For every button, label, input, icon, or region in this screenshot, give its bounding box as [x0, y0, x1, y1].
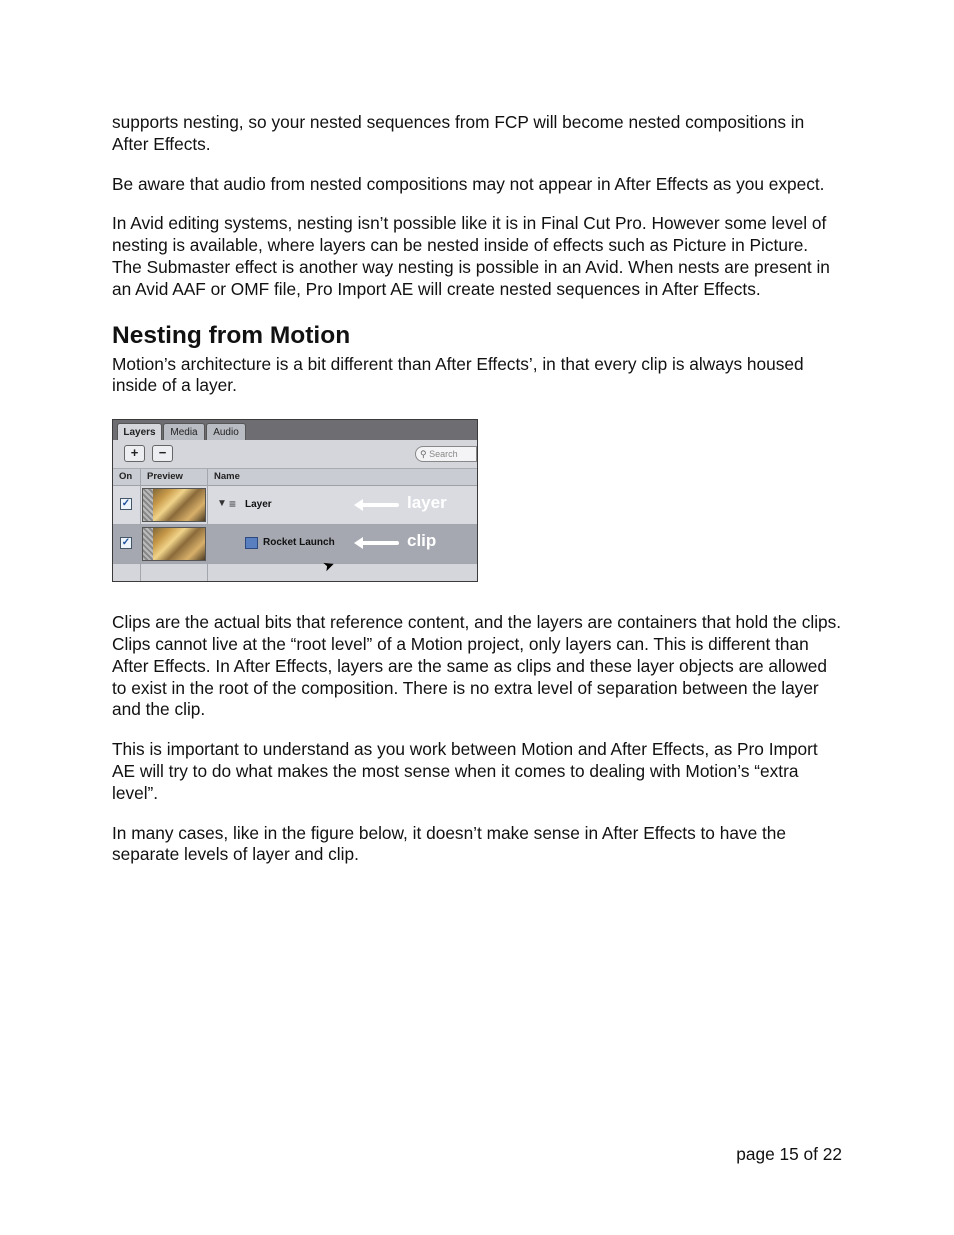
paragraph: Clips are the actual bits that reference content, and the layers are containers that hold the clips. Clips cannot live at the “root level” of a Motion project, only layers can. This is different than After Effects. In After Effects, layers are the same as clips and these layer objects are allowed to exist in the root of the composition. There is no extra level of separation between the layer and the clip. — [112, 612, 842, 720]
column-divider — [140, 469, 141, 581]
remove-button: − — [152, 445, 173, 462]
paragraph: supports nesting, so your nested sequences from FCP will become nested compositions in After Effects. — [112, 112, 805, 154]
paragraph: Motion’s architecture is a bit different than After Effects’, in that every clip is always housed inside of a layer. — [112, 353, 804, 396]
disclosure-triangle-icon: ▼ — [217, 498, 227, 510]
search-placeholder: Search — [429, 449, 458, 460]
checkbox-checked-icon: ✓ — [121, 537, 131, 549]
motion-layers-panel-figure — [112, 419, 478, 582]
tab-bar — [113, 420, 477, 440]
add-button: + — [124, 445, 145, 462]
column-header — [113, 469, 477, 486]
section-heading: Nesting from Motion — [112, 321, 351, 349]
document-body — [112, 112, 842, 884]
tab-audio: Audio — [206, 423, 246, 440]
clip-icon — [245, 537, 258, 549]
clip-name: Rocket Launch — [263, 537, 335, 549]
column-on: On — [119, 471, 133, 483]
clip-row — [113, 525, 477, 564]
paragraph: This is important to understand as you work between Motion and After Effects, as Pro Import AE will try to do what makes the most sense when it comes to dealing with Motion’s “extra level”. — [112, 739, 818, 803]
layer-stack-icon: ≡ — [229, 497, 237, 512]
column-name: Name — [214, 471, 240, 483]
search-icon: ⚲ — [420, 449, 427, 460]
tab-layers: Layers — [117, 423, 162, 440]
paragraph: In many cases, like in the figure below, it doesn’t make sense in After Effects to have the separate levels of layer and clip. — [112, 822, 787, 865]
callout-layer: layer — [407, 493, 447, 513]
paragraph: In Avid editing systems, nesting isn’t possible like it is in Final Cut Pro. However some level of nesting is available, where layers can be nested inside of effects such as Picture in Picture. The Submaster effect is another way nesting is possible in an Avid. When nests are present in an Avid AAF or OMF file, Pro Import AE will create nested sequences in After Effects. — [112, 213, 830, 299]
tab-media: Media — [163, 423, 205, 440]
preview-thumbnail — [142, 488, 206, 522]
layer-name: Layer — [245, 499, 272, 511]
column-preview: Preview — [147, 471, 183, 483]
checkbox-checked-icon: ✓ — [121, 498, 131, 510]
paragraph: Be aware that audio from nested compositions may not appear in After Effects as you expect. — [112, 173, 825, 194]
search-field — [415, 446, 477, 462]
callout-clip: clip — [407, 531, 437, 551]
page-number: page 15 of 22 — [736, 1144, 842, 1164]
mouse-cursor-icon: ➤ — [320, 555, 337, 575]
empty-row — [113, 564, 477, 581]
preview-thumbnail — [142, 527, 206, 561]
layer-row — [113, 486, 477, 525]
arrow-left-icon — [361, 541, 399, 545]
arrow-left-icon — [361, 503, 399, 507]
column-divider — [207, 469, 208, 581]
panel-toolbar — [113, 440, 477, 469]
